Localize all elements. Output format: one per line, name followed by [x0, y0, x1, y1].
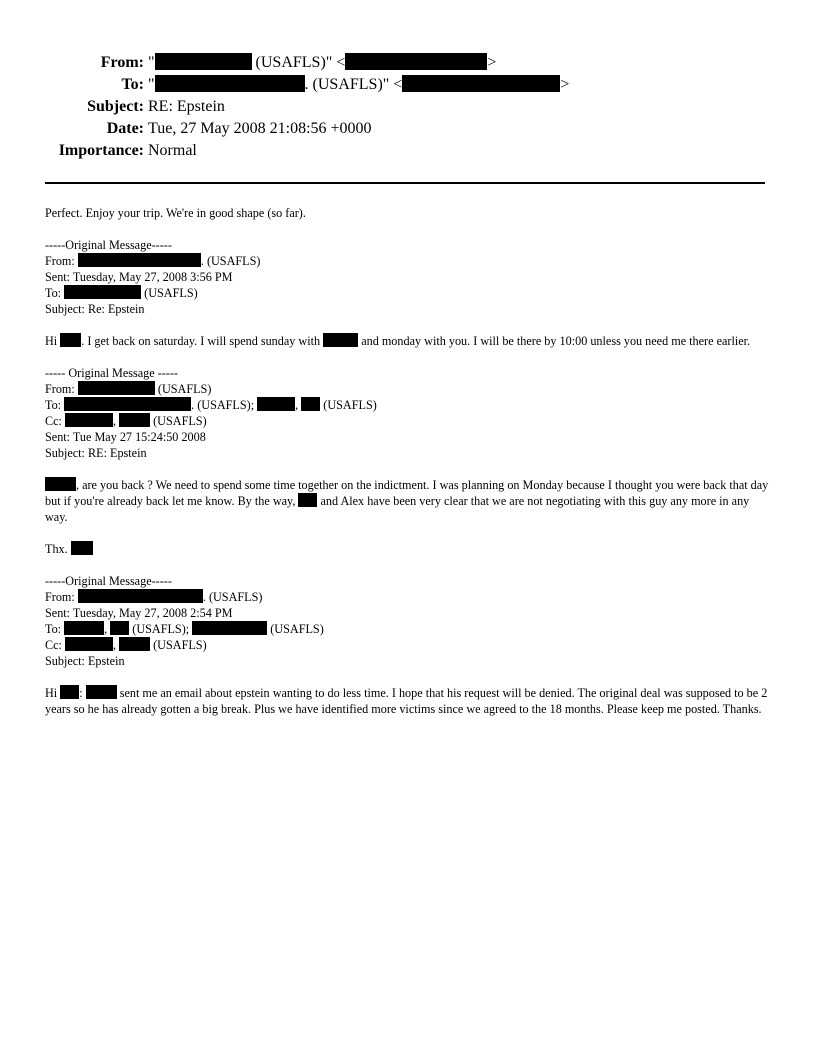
m2-to-mid: . (USAFLS);: [191, 398, 258, 412]
m2-cc-comma: ,: [112, 414, 120, 428]
redaction-box: [65, 413, 113, 427]
m3-comma: ,: [104, 622, 111, 636]
from-suffix: (USAFLS)" <: [251, 54, 346, 71]
m1-p-b: and monday with you. I will be there by 10:00 unless you need me there earlier.: [358, 334, 751, 348]
redaction-box: [192, 621, 267, 635]
date-value: Tue, 27 May 2008 21:08:56 +0000: [148, 120, 372, 137]
from-close: >: [487, 54, 497, 71]
m3-p-b: sent me an email about epstein wanting to do less time. I hope that his request will be denied. The original deal was supposed to be 2 years so he has already gotten a big break. Plus we have identified more victims since we agreed to the 18 months. Please keep me posted. Thanks.: [45, 686, 768, 716]
redaction-box: [71, 541, 93, 555]
m1-to: [45, 285, 771, 301]
redaction-box: [323, 333, 358, 347]
m3-to-suffix: (USAFLS): [267, 622, 324, 636]
redaction-box: [155, 75, 305, 92]
m2-p-b: and Alex have been very clear that we are not negotiating with this guy any more in any way.: [45, 494, 750, 524]
importance-label: Importance:: [58, 142, 144, 159]
m2-cc: [45, 413, 771, 429]
m1-subject: Subject: Re: Epstein: [45, 302, 145, 316]
m2-sent: Sent: Tue May 27 15:24:50 2008: [45, 430, 206, 444]
importance-row: [0, 140, 816, 162]
date-label: Date:: [106, 120, 144, 137]
m3-paragraph: [45, 685, 771, 717]
m3-to: [45, 621, 771, 637]
from-row: [0, 52, 816, 74]
m1-to-label: To:: [45, 286, 65, 300]
redaction-box: [65, 637, 113, 651]
m2-from-suffix: (USAFLS): [154, 382, 212, 396]
m1-from: [45, 253, 771, 269]
m3-from-label: From:: [45, 590, 78, 604]
subject-value: RE: Epstein: [148, 98, 225, 115]
redaction-box: [60, 685, 79, 699]
importance-value: Normal: [148, 142, 197, 159]
m3-p-a: :: [79, 686, 86, 700]
m1-to-suffix: (USAFLS): [141, 286, 198, 300]
m3-subject: Subject: Epstein: [45, 654, 125, 668]
m2-paragraph: [45, 477, 771, 525]
redaction-box: [119, 413, 150, 427]
to-close: >: [560, 76, 570, 93]
m3-cc-suffix: (USAFLS): [150, 638, 207, 652]
m1-from-suffix: . (USAFLS): [200, 254, 261, 268]
m2-thx: [45, 541, 771, 557]
redaction-box: [78, 589, 203, 603]
m2-to: [45, 397, 771, 413]
redaction-box: [402, 75, 560, 92]
date-row: [0, 118, 816, 140]
m2-from-label: From:: [45, 382, 78, 396]
redaction-box: [64, 621, 104, 635]
m2-to-label: To:: [45, 398, 65, 412]
reply-text: Perfect. Enjoy your trip. We're in good shape (so far).: [45, 206, 306, 220]
redaction-box: [45, 477, 76, 491]
m3-cc: [45, 637, 771, 653]
redaction-box: [86, 685, 117, 699]
from-label: From:: [100, 54, 144, 71]
m2-p-a: , are you back ? We need to spend some time together on the indictment. I was planning on Monday because I thought you were back that day but if you're already back let me know. By the way,: [45, 478, 769, 508]
m3-from-suffix: . (USAFLS): [202, 590, 263, 604]
redaction-box: [64, 285, 141, 299]
redaction-box: [345, 53, 487, 70]
redaction-box: [119, 637, 150, 651]
m2-thx-text: Thx.: [45, 542, 71, 556]
original-message-separator: -----Original Message-----: [45, 574, 172, 588]
m2-comma: ,: [295, 398, 302, 412]
m1-from-label: From:: [45, 254, 78, 268]
m2-from: [45, 381, 771, 397]
to-row: [0, 74, 816, 96]
redaction-box: [155, 53, 252, 70]
original-message-separator: -----Original Message-----: [45, 238, 172, 252]
from-quote: ": [148, 54, 155, 71]
to-label: To:: [121, 76, 144, 93]
m3-to-mid: (USAFLS);: [129, 622, 193, 636]
subject-label: Subject:: [87, 98, 144, 115]
email-header: [0, 52, 816, 162]
to-suffix: . (USAFLS)" <: [304, 76, 403, 93]
redaction-box: [78, 381, 155, 395]
m3-to-label: To:: [45, 622, 65, 636]
redaction-box: [64, 397, 191, 411]
m1-paragraph: [45, 333, 771, 349]
m2-subject: Subject: RE: Epstein: [45, 446, 147, 460]
m1-p-hi: Hi: [45, 334, 61, 348]
m2-cc-suffix: (USAFLS): [150, 414, 207, 428]
m3-p-hi: Hi: [45, 686, 61, 700]
to-quote: ": [148, 76, 155, 93]
m2-cc-label: Cc:: [45, 414, 65, 428]
m2-to-suffix: (USAFLS): [320, 398, 377, 412]
original-message-separator: ----- Original Message -----: [45, 366, 178, 380]
m3-sent: Sent: Tuesday, May 27, 2008 2:54 PM: [45, 606, 233, 620]
m1-p-a: . I get back on saturday. I will spend sunday with: [81, 334, 324, 348]
subject-row: [0, 96, 816, 118]
redaction-box: [298, 493, 317, 507]
header-divider: [45, 182, 765, 184]
from-value: [148, 52, 496, 74]
redaction-box: [78, 253, 201, 267]
m1-sent: Sent: Tuesday, May 27, 2008 3:56 PM: [45, 270, 233, 284]
redaction-box: [257, 397, 295, 411]
redaction-box: [60, 333, 81, 347]
email-body: [45, 205, 771, 717]
redaction-box: [301, 397, 320, 411]
redaction-box: [110, 621, 129, 635]
to-value: [148, 74, 569, 96]
m3-cc-comma: ,: [112, 638, 120, 652]
m3-from: [45, 589, 771, 605]
m3-cc-label: Cc:: [45, 638, 65, 652]
